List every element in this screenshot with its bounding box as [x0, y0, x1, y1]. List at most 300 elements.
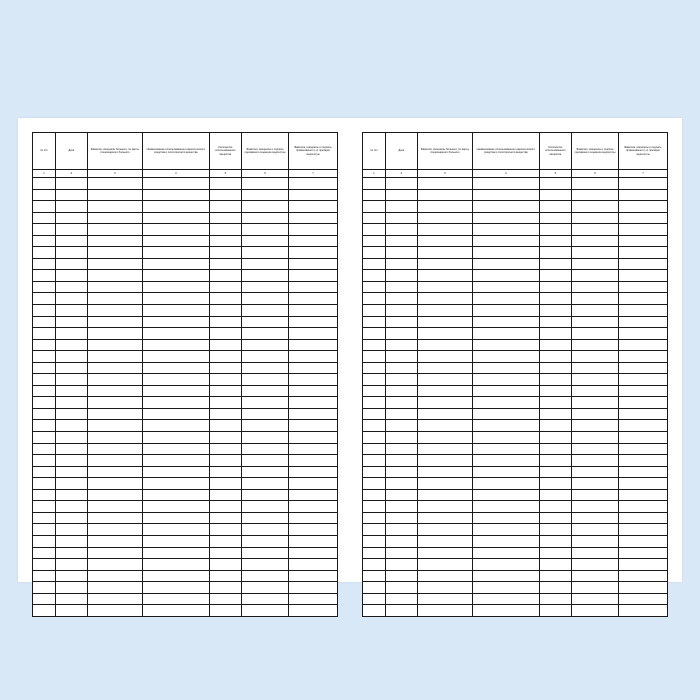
table-cell-empty [289, 570, 338, 582]
table-cell-empty [417, 293, 472, 305]
table-cell-empty [472, 351, 539, 363]
table-row [363, 316, 668, 328]
table-cell-empty [417, 328, 472, 340]
table-cell-empty [241, 339, 288, 351]
table-cell-empty [241, 478, 288, 490]
table-cell-empty [289, 478, 338, 490]
header-cell-substance: Наименование использованного наркотического средства и психотропного вещества [472, 133, 539, 170]
table-cell-empty [539, 478, 571, 490]
table-cell-empty [619, 316, 668, 328]
table-cell-empty [385, 178, 417, 190]
table-cell-empty [417, 443, 472, 455]
table-cell-empty [385, 512, 417, 524]
table-cell-empty [289, 466, 338, 478]
table-row [363, 547, 668, 559]
table-cell-empty [363, 478, 386, 490]
table-cell-empty [142, 293, 209, 305]
header-cell-quantity: Количество использованного вещества [539, 133, 571, 170]
table-cell-empty [539, 443, 571, 455]
table-cell-empty [289, 351, 338, 363]
table-cell-empty [539, 281, 571, 293]
table-cell-empty [142, 512, 209, 524]
table-cell-empty [619, 281, 668, 293]
table-row [363, 478, 668, 490]
table-cell-empty [417, 258, 472, 270]
table-cell-empty [385, 316, 417, 328]
table-cell-empty [363, 351, 386, 363]
table-cell-empty [539, 201, 571, 213]
table-cell-empty [209, 224, 241, 236]
table-cell-empty [571, 605, 618, 617]
table-cell-empty [289, 339, 338, 351]
table-row [33, 362, 338, 374]
table-cell-empty [209, 582, 241, 594]
table-cell-empty [571, 189, 618, 201]
table-cell-empty [385, 235, 417, 247]
table-row [363, 247, 668, 259]
table-cell-empty [472, 178, 539, 190]
table-cell-empty [87, 281, 142, 293]
table-cell-empty [289, 512, 338, 524]
table-cell-empty [87, 293, 142, 305]
table-row [33, 408, 338, 420]
header-cell-patient: Фамилия, инициалы больного, № карты стационарного больного [87, 133, 142, 170]
table-cell-empty [87, 478, 142, 490]
table-cell-empty [142, 535, 209, 547]
table-cell-empty [87, 570, 142, 582]
table-cell-empty [87, 408, 142, 420]
table-cell-empty [142, 189, 209, 201]
table-cell-empty [619, 212, 668, 224]
table-cell-empty [385, 385, 417, 397]
table-cell-empty [363, 547, 386, 559]
table-cell-empty [142, 247, 209, 259]
table-cell-empty [417, 524, 472, 536]
table-cell-empty [209, 212, 241, 224]
table-cell-empty [33, 501, 56, 513]
table-cell-empty [472, 316, 539, 328]
paper-sheet [18, 118, 682, 582]
table-row [33, 224, 338, 236]
table-cell-empty [571, 328, 618, 340]
table-cell-empty [619, 339, 668, 351]
table-cell-empty [55, 247, 87, 259]
table-row [33, 201, 338, 213]
table-cell-empty [571, 512, 618, 524]
table-cell-empty [472, 374, 539, 386]
table-cell-empty [571, 293, 618, 305]
table-cell-empty [142, 455, 209, 467]
table-cell-empty [417, 235, 472, 247]
table-row [363, 570, 668, 582]
header-cell-nurse-applied: Фамилия, инициалы и подпись, применившего (-х) препарат медсестры [619, 133, 668, 170]
table-cell-empty [571, 258, 618, 270]
table-row [363, 305, 668, 317]
table-cell-empty [33, 420, 56, 432]
table-cell-empty [55, 189, 87, 201]
table-cell-empty [87, 178, 142, 190]
table-row [33, 328, 338, 340]
table-cell-empty [619, 489, 668, 501]
table-cell-empty [385, 212, 417, 224]
table-row [33, 374, 338, 386]
table-row [363, 397, 668, 409]
table-cell-empty [142, 432, 209, 444]
table-cell-empty [289, 258, 338, 270]
table-cell-empty [385, 478, 417, 490]
table-cell-empty [289, 374, 338, 386]
table-cell-empty [142, 605, 209, 617]
table-cell-empty [539, 385, 571, 397]
table-row [363, 201, 668, 213]
table-cell-empty [472, 478, 539, 490]
table-cell-empty [363, 593, 386, 605]
table-cell-empty [142, 258, 209, 270]
table-cell-empty [87, 466, 142, 478]
table-cell-empty [363, 247, 386, 259]
table-cell-empty [571, 501, 618, 513]
table-cell-empty [33, 339, 56, 351]
table-cell-empty [142, 374, 209, 386]
table-cell-empty [289, 582, 338, 594]
table-cell-empty [571, 455, 618, 467]
table-cell-empty [87, 305, 142, 317]
column-number: 3 [87, 170, 142, 178]
table-cell-empty [142, 408, 209, 420]
table-cell-empty [472, 189, 539, 201]
table-row [363, 362, 668, 374]
table-cell-empty [571, 178, 618, 190]
table-cell-empty [55, 524, 87, 536]
table-cell-empty [539, 247, 571, 259]
table-row [363, 466, 668, 478]
table-row [363, 420, 668, 432]
table-cell-empty [289, 385, 338, 397]
table-cell-empty [142, 582, 209, 594]
table-cell-empty [472, 455, 539, 467]
table-cell-empty [241, 593, 288, 605]
table-cell-empty [363, 559, 386, 571]
table-row [33, 593, 338, 605]
table-cell-empty [209, 178, 241, 190]
table-cell-empty [571, 385, 618, 397]
table-cell-empty [571, 489, 618, 501]
table-cell-empty [55, 582, 87, 594]
table-cell-empty [619, 535, 668, 547]
table-cell-empty [385, 362, 417, 374]
table-cell-empty [385, 432, 417, 444]
table-cell-empty [539, 420, 571, 432]
table-cell-empty [472, 328, 539, 340]
table-row [363, 489, 668, 501]
table-row [363, 339, 668, 351]
table-row [363, 178, 668, 190]
table-row [33, 316, 338, 328]
table-row [33, 501, 338, 513]
table-row [33, 559, 338, 571]
table-cell-empty [363, 385, 386, 397]
table-cell-empty [55, 293, 87, 305]
table-cell-empty [363, 501, 386, 513]
table-cell-empty [142, 362, 209, 374]
journal-page-right [362, 132, 668, 568]
table-cell-empty [241, 512, 288, 524]
table-cell-empty [385, 489, 417, 501]
table-cell-empty [209, 501, 241, 513]
table-cell-empty [417, 362, 472, 374]
header-cell-date: Дата [385, 133, 417, 170]
table-cell-empty [87, 443, 142, 455]
table-cell-empty [385, 408, 417, 420]
table-cell-empty [619, 420, 668, 432]
table-cell-empty [539, 559, 571, 571]
table-cell-empty [619, 201, 668, 213]
table-cell-empty [33, 201, 56, 213]
table-cell-empty [241, 247, 288, 259]
table-cell-empty [241, 443, 288, 455]
table-cell-empty [363, 281, 386, 293]
table-head [363, 133, 668, 178]
table-cell-empty [289, 362, 338, 374]
table-cell-empty [87, 247, 142, 259]
table-cell-empty [87, 605, 142, 617]
table-cell-empty [417, 432, 472, 444]
table-row [33, 397, 338, 409]
table-cell-empty [472, 605, 539, 617]
table-cell-empty [539, 524, 571, 536]
table-cell-empty [87, 339, 142, 351]
table-cell-empty [472, 501, 539, 513]
table-cell-empty [55, 501, 87, 513]
table-cell-empty [385, 224, 417, 236]
table-cell-empty [417, 385, 472, 397]
table-row [363, 593, 668, 605]
table-cell-empty [539, 305, 571, 317]
table-cell-empty [33, 478, 56, 490]
table-cell-empty [571, 559, 618, 571]
table-cell-empty [363, 408, 386, 420]
header-cell-nurse-applied: Фамилия, инициалы и подпись, применившего (-х) препарат медсестры [289, 133, 338, 170]
table-cell-empty [241, 385, 288, 397]
table-cell-empty [241, 547, 288, 559]
table-cell-empty [87, 501, 142, 513]
table-row [33, 605, 338, 617]
table-cell-empty [289, 293, 338, 305]
table-row [33, 420, 338, 432]
table-cell-empty [472, 489, 539, 501]
table-cell-empty [385, 559, 417, 571]
table-cell-empty [363, 443, 386, 455]
table-cell-empty [289, 316, 338, 328]
table-cell-empty [241, 524, 288, 536]
table-cell-empty [385, 339, 417, 351]
table-row [33, 178, 338, 190]
table-cell-empty [363, 524, 386, 536]
table-cell-empty [417, 408, 472, 420]
table-cell-empty [241, 270, 288, 282]
table-cell-empty [619, 432, 668, 444]
table-cell-empty [363, 420, 386, 432]
table-cell-empty [385, 293, 417, 305]
column-number: 3 [417, 170, 472, 178]
table-cell-empty [55, 362, 87, 374]
table-cell-empty [55, 339, 87, 351]
table-cell-empty [33, 397, 56, 409]
column-number: 2 [385, 170, 417, 178]
table-cell-empty [33, 443, 56, 455]
table-cell-empty [87, 535, 142, 547]
table-cell-empty [619, 501, 668, 513]
table-cell-empty [539, 293, 571, 305]
table-cell-empty [539, 178, 571, 190]
table-cell-empty [417, 489, 472, 501]
table-cell-empty [87, 235, 142, 247]
table-cell-empty [539, 397, 571, 409]
table-cell-empty [209, 443, 241, 455]
table-cell-empty [241, 501, 288, 513]
table-cell-empty [209, 455, 241, 467]
column-number: 7 [619, 170, 668, 178]
table-cell-empty [363, 328, 386, 340]
table-cell-empty [87, 316, 142, 328]
table-row [33, 547, 338, 559]
table-row [363, 293, 668, 305]
table-row [33, 385, 338, 397]
table-cell-empty [619, 570, 668, 582]
table-cell-empty [385, 582, 417, 594]
table-cell-empty [55, 605, 87, 617]
table-row [363, 524, 668, 536]
table-cell-empty [289, 432, 338, 444]
table-cell-empty [472, 201, 539, 213]
table-cell-empty [571, 374, 618, 386]
table-cell-empty [55, 420, 87, 432]
table-cell-empty [142, 305, 209, 317]
table-cell-empty [363, 362, 386, 374]
table-cell-empty [417, 247, 472, 259]
table-cell-empty [142, 559, 209, 571]
table-cell-empty [241, 305, 288, 317]
table-cell-empty [571, 281, 618, 293]
table-cell-empty [142, 270, 209, 282]
table-cell-empty [363, 374, 386, 386]
table-cell-empty [385, 247, 417, 259]
table-row [363, 328, 668, 340]
table-cell-empty [241, 293, 288, 305]
table-cell-empty [385, 328, 417, 340]
table-cell-empty [241, 408, 288, 420]
table-cell-empty [472, 224, 539, 236]
table-cell-empty [417, 224, 472, 236]
table-cell-empty [472, 397, 539, 409]
table-cell-empty [209, 397, 241, 409]
column-number-row [33, 170, 338, 178]
table-cell-empty [289, 593, 338, 605]
table-cell-empty [417, 478, 472, 490]
table-cell-empty [33, 374, 56, 386]
table-cell-empty [539, 455, 571, 467]
table-cell-empty [363, 582, 386, 594]
table-cell-empty [33, 466, 56, 478]
table-cell-empty [363, 316, 386, 328]
table-cell-empty [385, 443, 417, 455]
table-cell-empty [289, 489, 338, 501]
table-cell-empty [619, 559, 668, 571]
table-cell-empty [289, 501, 338, 513]
table-cell-empty [363, 466, 386, 478]
table-cell-empty [289, 605, 338, 617]
table-cell-empty [363, 455, 386, 467]
table-cell-empty [87, 512, 142, 524]
table-cell-empty [209, 270, 241, 282]
table-cell-empty [55, 432, 87, 444]
table-cell-empty [417, 593, 472, 605]
table-cell-empty [472, 293, 539, 305]
table-cell-empty [571, 466, 618, 478]
column-number: 5 [539, 170, 571, 178]
table-cell-empty [619, 189, 668, 201]
table-cell-empty [539, 432, 571, 444]
table-cell-empty [472, 570, 539, 582]
column-number-row [363, 170, 668, 178]
table-cell-empty [472, 535, 539, 547]
table-cell-empty [241, 224, 288, 236]
table-cell-empty [289, 455, 338, 467]
table-cell-empty [241, 455, 288, 467]
table-cell-empty [209, 478, 241, 490]
table-cell-empty [417, 535, 472, 547]
table-cell-empty [209, 235, 241, 247]
table-row [363, 374, 668, 386]
header-row [363, 133, 668, 170]
table-cell-empty [142, 224, 209, 236]
table-cell-empty [289, 224, 338, 236]
header-cell-substance: Наименование использованного наркотического средства и психотропного вещества [142, 133, 209, 170]
table-cell-empty [33, 212, 56, 224]
table-cell-empty [289, 235, 338, 247]
table-row [33, 235, 338, 247]
table-cell-empty [417, 397, 472, 409]
table-cell-empty [55, 478, 87, 490]
table-row [33, 247, 338, 259]
table-cell-empty [33, 224, 56, 236]
table-cell-empty [571, 339, 618, 351]
table-cell-empty [33, 270, 56, 282]
table-cell-empty [241, 489, 288, 501]
table-cell-empty [33, 570, 56, 582]
table-cell-empty [619, 258, 668, 270]
table-row [33, 189, 338, 201]
table-cell-empty [289, 201, 338, 213]
table-cell-empty [241, 605, 288, 617]
table-cell-empty [385, 524, 417, 536]
table-cell-empty [142, 281, 209, 293]
table-cell-empty [417, 570, 472, 582]
table-cell-empty [55, 328, 87, 340]
table-cell-empty [33, 316, 56, 328]
table-cell-empty [33, 547, 56, 559]
table-cell-empty [241, 535, 288, 547]
table-cell-empty [571, 235, 618, 247]
table-row [363, 408, 668, 420]
table-cell-empty [55, 201, 87, 213]
table-cell-empty [209, 351, 241, 363]
table-cell-empty [55, 489, 87, 501]
table-cell-empty [209, 512, 241, 524]
table-cell-empty [241, 201, 288, 213]
table-cell-empty [209, 247, 241, 259]
table-cell-empty [363, 224, 386, 236]
